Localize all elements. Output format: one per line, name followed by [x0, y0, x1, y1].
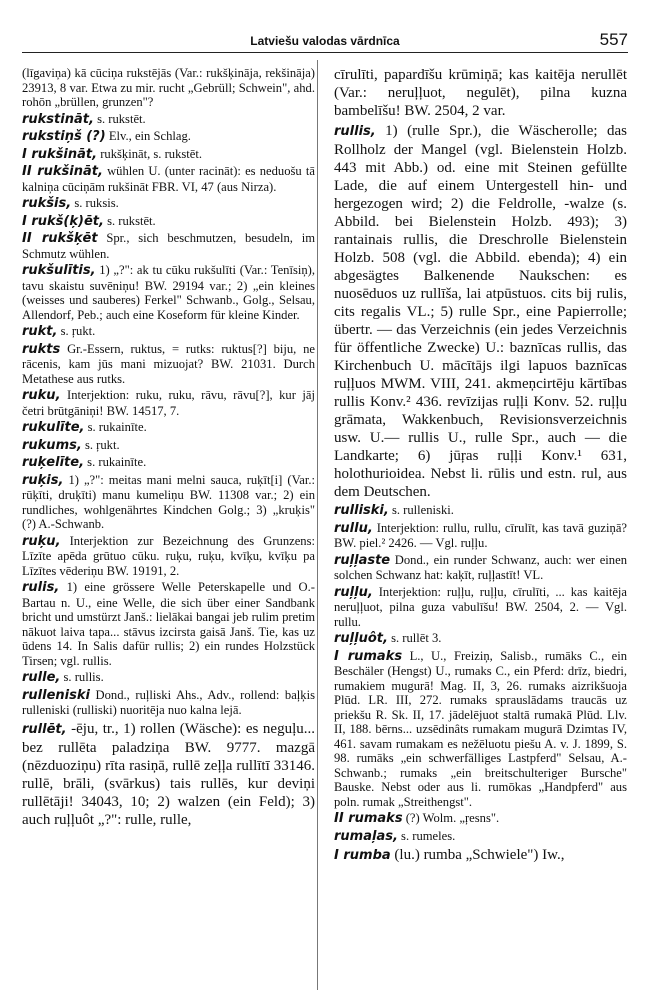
entry-text: s. rulleniski.: [391, 503, 454, 517]
entry-text: s. rukainīte.: [87, 420, 147, 434]
dictionary-entry: [22, 420, 315, 436]
entry-headword: rukšulītis,: [22, 263, 96, 278]
entry-text: Gr.-Essern, ruktus, = rutks: ruktus[?] biju, ne rācenis, kam jūs mani mizuojat? BW. 21031. Durch Metathese aus rutks.: [22, 341, 315, 386]
dictionary-entry: [22, 112, 315, 128]
entry-text: Spr., sich beschmutzen, besudeln, im Schmutz wühlen.: [22, 231, 316, 261]
dictionary-entry: [22, 473, 315, 532]
entry-text: Dond., ruļliski Ahs., Adv., rollend: baļķis rulleniski (rulliski) nuoritēja nuo kalna lejā.: [22, 687, 315, 717]
entry-text: (lu.) rumba „Schwiele") Iw.,: [394, 847, 565, 863]
entry-headword: I rumaks: [334, 648, 403, 664]
entry-headword: rukt,: [22, 324, 58, 339]
entry-text: L., U., Freiziņ, Salisb., rumāks C., ein Beschäler (Hengst) U., rumaks C., ein Pferd: drīz, biedri, rumakiem mugurā! Mag. II, 3, 26. rumaks aizrikšuoja Plūd. LR. III, 272. rumaks sprauslādams traucās uz priekšu R. Sk. II, 17. jādelējuot staltā rumakā Plūd. Llv. II, 188. bērns... uzsēdinâts rumakam mugurā Dzimtas IV, 461. savam rumakam es nežēluotu piešu A. v. J. 1899, S. 98. rumāks „ein schwerfälliges Lastpferd" Selsau, A.-Schwanb.; rumaks „ein breitschulteriger Bursche" Bauske. Nebst oder aus li. rumōkas „Handpferd" aus poln. rumak „Streithengst".: [334, 648, 627, 809]
entry-headword: I rukš(ķ)ēt,: [22, 213, 104, 229]
dictionary-entry: [334, 585, 627, 630]
dictionary-entry: [334, 521, 627, 551]
entry-text: s. rukainīte.: [87, 455, 147, 469]
entry-text: Interjektion: ruļļu, ruļļu, cīrulīti, ... kas kaitēja neruļļuot, pilna guza vabulīšu! BW. 2504, 2. — Vgl. rullu.: [334, 584, 628, 629]
entry-headword: II rumaks: [334, 811, 403, 826]
dictionary-title: Latviešu valodas vārdnīca: [250, 34, 400, 48]
dictionary-entry: [22, 720, 315, 829]
entry-text: Interjektion: rullu, rullu, cīrulīt, kas tavā guziņā? BW. piel.² 2426. — Vgl. ruļļu.: [334, 520, 627, 550]
entry-headword: ruķelīte,: [22, 455, 85, 470]
entry-text: s. rukstēt.: [107, 213, 156, 228]
column-divider: [317, 60, 318, 990]
dictionary-entry: [22, 196, 315, 212]
entry-headword: ruļļuôt,: [334, 631, 388, 646]
dictionary-entry: [334, 829, 627, 845]
entry-headword: rulis,: [22, 580, 60, 595]
entry-headword: I rukšināt,: [22, 146, 98, 162]
entry-text: cīrulīti, papardīšu krūmiņā; kas kaitēja nerullēt (Var.: neruļļuot, negulēt), pilna kuzna bambelīšu! BW. 2504, 2 var.: [334, 67, 627, 119]
dictionary-entry: [22, 66, 315, 110]
entry-text: s. rullis.: [63, 670, 104, 684]
dictionary-entry: [22, 214, 315, 230]
entry-headword: rulliski,: [334, 503, 389, 518]
entry-headword: rukulīte,: [22, 420, 85, 435]
dictionary-entry: [22, 534, 315, 579]
entry-headword: ruļļu,: [334, 584, 373, 600]
entry-text: s. ŗukt.: [84, 437, 120, 452]
entry-headword: rukstināt,: [22, 111, 94, 127]
entry-text: Interjektion: ruku, ruku, rāvu, rāvu[?], kur jāj četri brūtgāniņi! BW. 14517, 7.: [22, 388, 315, 418]
dictionary-entry: [22, 164, 315, 194]
dictionary-entry: [22, 129, 315, 145]
dictionary-entry: [22, 688, 315, 718]
entry-headword: rullu,: [334, 520, 373, 536]
entry-headword: rukstiņš (?): [22, 129, 106, 144]
entry-text: 1) eine grössere Welle Peterskapelle und O.-Bartau n. U., eine Welle, die sich über einer Sandbank bricht und umstürzt Janš.: lielākai bangai jeb rulim pretim nākuot laiva tapa... stāvus izcirsta gaisā Janš. Tie, kas uz ūdens 14. In Salis dafür rullis; 2) ein rundes Holzstück Tirsen; vgl. rullis.: [22, 580, 315, 668]
entry-headword: rukums,: [22, 437, 82, 453]
entry-headword: I rumba: [334, 848, 391, 863]
entry-text: (līgaviņa) kā cūciņa rukstējās (Var.: rukšķināja, rekšināja) 23913, 8 var. Etwa zu mir. rucht „Gebrüll; Schwein", ahd. rohōn „brüllen, grunzen"?: [22, 66, 315, 109]
entry-headword: ruku,: [22, 388, 61, 403]
entry-headword: rumaļas,: [334, 828, 398, 844]
dictionary-entry: [22, 147, 315, 163]
entry-text: wühlen U. (unter racināt): es neduošu tā kalniņa cūciņām rukšināt FBR. VI, 47 (aus Nirza).: [22, 164, 315, 194]
dictionary-entry: [22, 263, 315, 322]
page-header: [22, 30, 628, 53]
dictionary-entry: [22, 670, 315, 686]
entry-headword: rukšis,: [22, 196, 72, 211]
entry-headword: rukts: [22, 341, 61, 357]
dictionary-entry: [22, 324, 315, 340]
dictionary-entry: [334, 811, 627, 827]
dictionary-entry: [22, 455, 315, 471]
entry-text: 1) „?": meitas mani melni sauca, ruķīt[i] (Var.: rūķīti, druķīti) manu kumeliņu BW. 11308 var.; 2) ein rundliches, wohlgenährtes Kindchen Golg.; 3) „kruķis" (?) A.-Schwanb.: [22, 472, 315, 531]
entry-headword: II rukšķēt: [22, 231, 98, 246]
entry-headword: ruķis,: [22, 472, 64, 488]
entry-headword: rulle,: [22, 670, 61, 685]
entry-text: rukšķināt, s. rukstēt.: [100, 146, 203, 161]
entry-text: s. ŗukt.: [60, 324, 96, 338]
entry-headword: rullis,: [334, 124, 376, 139]
entry-text: s. ruksis.: [74, 196, 119, 210]
right-column: [334, 66, 627, 867]
dictionary-entry: [22, 388, 315, 418]
entry-text: s. rullēt 3.: [391, 631, 442, 645]
entry-headword: ruķu,: [22, 533, 61, 549]
entry-text: s. rukstēt.: [97, 111, 146, 126]
dictionary-entry: [22, 438, 315, 454]
dictionary-entry: [22, 231, 315, 261]
entry-text: (?) Wolm. „ŗesns".: [405, 811, 500, 825]
entry-text: Dond., ein runder Schwanz, auch: wer einen solchen Schwanz hat: kaķīt, ruļļastīt! VL.: [334, 552, 627, 582]
entry-text: Elv., ein Schlag.: [108, 129, 191, 143]
dictionary-entry: [334, 503, 627, 519]
dictionary-entry: [334, 122, 627, 501]
dictionary-entry: [334, 649, 627, 810]
entry-text: Interjektion zur Bezeichnung des Grunzens: Līzīte apēda grūtuo cūku. ruķu, ruķu, kvīķu, kvīķu pa Līzītes vēderiņu BW. 19191, 2.: [22, 533, 315, 578]
entry-headword: rulleniski: [22, 687, 90, 703]
entry-text: -ēju, tr., 1) rollen (Wäsche): es neguļu... bez rullēta paladziņa BW. 9777. mazgā (nēzduoziņu) rīta rasiņā, rullē zeļļa rullītī 33146. rullē, brāli, (svārkus) tais rullēs, kur deviņi rullētāji! 34043, 10; 2) walzen (ein Feld); 3) auch ruļļuôt „?": rulle, rulle,: [22, 720, 316, 828]
dictionary-entry: [334, 66, 627, 120]
page-number: 557: [599, 30, 628, 49]
dictionary-entry: [22, 342, 315, 387]
entry-headword: II rukšināt,: [22, 164, 103, 179]
entry-text: 1) (rulle Spr.), die Wäscherolle; das Rollholz der Mangel (vgl. Bielenstein Holzb. 443 mit Abb.) od. eine mit Steinen gefüllte Lade, die auf einem Untergestell hin- und hergezogen wird; 2) die Feldrolle, -walze (s. Abbild. bei Bielenstein Holzb. 493); 3) rantainais rullis, die Dreschrolle Bielenstein Holzb. 508 (vgl. die Abbild. ebenda); 4) ein abgesägtes Balkenende Naukschen: es nuosēduos uz rullīša, lai atpūstuos. cits bij rulis, cits regalis VL.; 5) rulle Spr., eine Papierrolle; übertr. — das Verzeichnis (ein jedes Verzeichnis für öffentliche Zwecke) U.: baznīcas rullis, das Kirchenbuch U. mācītājs ilgi lapuos baznīcas ruļļuos MWM. VIII, 241. akmeņcirtēju kārtības rullis Konv.² 436. revīzijas ruļļi Konv. 52. ruļļu grāmata, Wakkenbuch, Revisionsverzeichnis usw. U.— rullis U., rulle Spr., auch — die Landkarte; 6) jūŗas ruļļi Konv.¹ 631, holothurioidea. Nebst li. rūlis und estn. rul, aus dem Deutschen.: [334, 123, 627, 500]
dictionary-entry: [22, 580, 315, 668]
entry-text: 1) „?": ak tu cūku rukšulīti (Var.: Tenīsiņ), tavu skaistu suvēniņu! BW. 29194 var.; 2) „ein kleines (weisses und sauberes) Ferkel" Schwanb., Golg., Selsau, Allendorf, Peb.; auch eine Koseform für kleine Kinder.: [22, 263, 315, 322]
dictionary-entry: [334, 631, 627, 647]
entry-headword: rullēt,: [22, 721, 67, 737]
left-column: [22, 66, 315, 831]
entry-headword: ruļļaste: [334, 552, 391, 568]
dictionary-entry: [334, 553, 627, 583]
dictionary-entry: [334, 846, 627, 865]
entry-text: s. rumeles.: [401, 828, 456, 843]
